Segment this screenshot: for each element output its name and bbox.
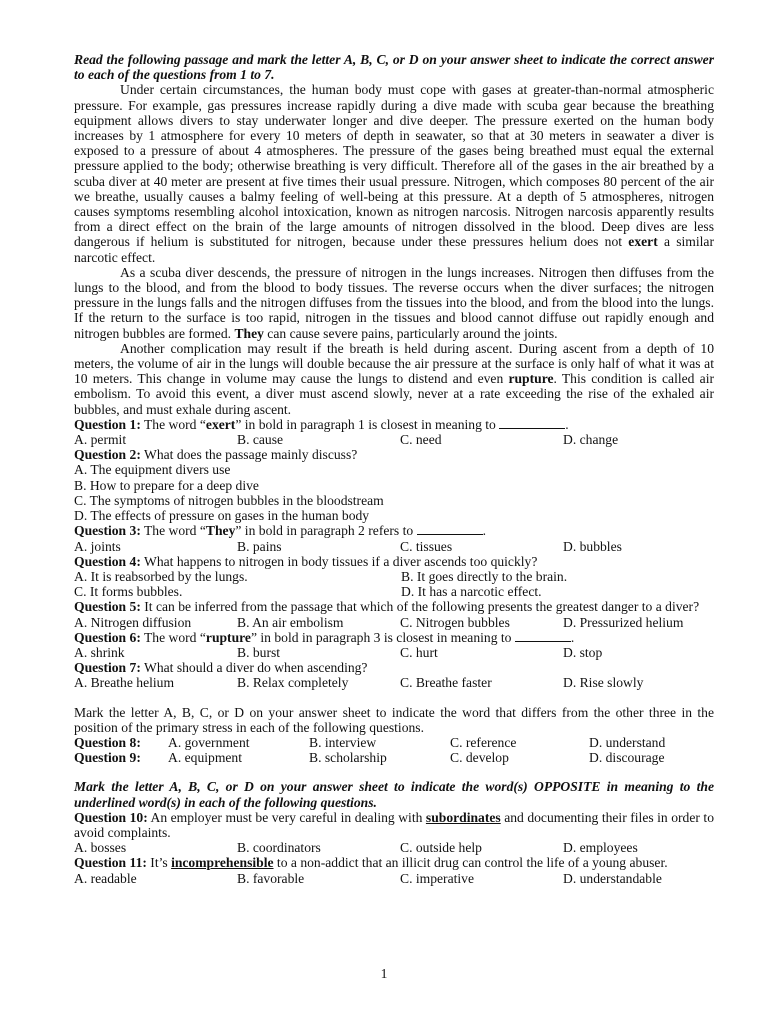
question-11: Question 11: It’s incomprehensible to a non-addict that an illicit drug can control the life of a young abuser. xyxy=(74,855,668,871)
option-c[interactable]: C. The symptoms of nitrogen bubbles in the bloodstream xyxy=(74,492,384,508)
question-6-options xyxy=(74,645,714,660)
option-c[interactable]: C. tissues xyxy=(400,538,453,554)
bold-word-rupture: rupture xyxy=(508,371,554,387)
option-b[interactable]: B. interview xyxy=(309,734,377,750)
option-b[interactable]: B. coordinators xyxy=(237,840,321,856)
question-3: Question 3: The word “They” in bold in paragraph 2 refers to . xyxy=(74,523,486,539)
answer-blank xyxy=(515,630,571,642)
question-10-options xyxy=(74,840,714,855)
option-a[interactable]: A. It is reabsorbed by the lungs. xyxy=(74,568,248,584)
question-11-options xyxy=(74,871,714,886)
option-c[interactable]: C. need xyxy=(400,432,442,448)
option-d[interactable]: D. Pressurized helium xyxy=(563,614,684,630)
passage-paragraph-1: Under certain circumstances, the human body must cope with gases at greater-than-normal atmospheric pressure. For example, gas pressures increase rapidly during a dive made with scuba gear because the breathing equipment allows divers to stay underwater longer and dive deeper. The pressure exerted on the human body increases by 1 atmosphere for every 10 meters of depth in seawater, so that at 30 meters in seawater a diver is exposed to a pressure of about 4 atmospheres. The pressure of the gases being breathed must equal the external pressure applied to the body; otherwise breathing is very difficult. Therefore all of the gases in the air breathed by a scuba diver at 40 meter are present at five times their usual pressure. Nitrogen, which composes 80 percent of the air we breathe, usually causes a balmy feeling of well-being at this pressure. At a depth of 5 atmospheres, nitrogen causes symptoms resembling alcohol intoxication, known as nitrogen narcosis. Nitrogen narcosis apparently results from a direct effect on the brain of the large amounts of nitrogen dissolved in the blood. Deep dives are less dangerous if helium is substituted for nitrogen, because under these pressures helium does not exert a similar narcotic effect. xyxy=(74,82,714,265)
question-2: Question 2: What does the passage mainly discuss? xyxy=(74,447,358,463)
option-a[interactable]: A. bosses xyxy=(74,840,127,856)
option-b[interactable]: B. cause xyxy=(237,432,284,448)
option-c[interactable]: C. imperative xyxy=(400,870,474,886)
option-d[interactable]: D. employees xyxy=(563,840,638,856)
question-6: Question 6: The word “rupture” in bold in paragraph 3 is closest in meaning to . xyxy=(74,629,575,645)
option-d[interactable]: D. The effects of pressure on gases in the human body xyxy=(74,508,370,524)
question-5-options xyxy=(74,615,714,630)
option-c[interactable]: C. Breathe faster xyxy=(400,675,492,691)
option-c[interactable]: C. develop xyxy=(450,750,509,766)
option-a[interactable]: A. readable xyxy=(74,870,137,886)
section3-instruction: Mark the letter A, B, C, or D on your answer sheet to indicate the word(s) OPPOSITE in meaning to the underlined word(s) in each of the following questions. xyxy=(74,779,714,810)
question-8: Question 8: A. government B. interview C. reference D. understand xyxy=(74,735,714,750)
question-4-options xyxy=(74,569,714,599)
underlined-word: subordinates xyxy=(425,809,501,825)
passage-paragraph-2: As a scuba diver descends, the pressure of nitrogen in the lungs increases. Nitrogen then diffuses from the lungs to the blood, and from the blood to body tissues. The reverse occurs when the diver surfaces; the nitrogen pressure in the lungs falls and the nitrogen diffuses from the tissues into the blood, and from the blood into the lungs. If the return to the surface is too rapid, nitrogen in the tissues and blood cannot diffuse out rapidly enough and nitrogen bubbles are formed. They can cause severe pains, particularly around the joints. xyxy=(74,264,714,341)
question-1: Question 1: The word “exert” in bold in paragraph 1 is closest in meaning to . xyxy=(74,416,569,432)
option-d[interactable]: D. understand xyxy=(589,734,666,750)
option-a[interactable]: A. equipment xyxy=(168,750,242,766)
question-7: Question 7: What should a diver do when ascending? xyxy=(74,660,368,676)
option-d[interactable]: D. Rise slowly xyxy=(563,675,644,691)
option-c[interactable]: C. reference xyxy=(450,734,517,750)
answer-blank xyxy=(417,523,483,535)
worksheet-page xyxy=(74,52,714,886)
question-2-options xyxy=(74,462,714,523)
option-c[interactable]: C. hurt xyxy=(400,644,438,660)
option-b[interactable]: B. pains xyxy=(237,538,282,554)
question-7-options xyxy=(74,675,714,690)
option-d[interactable]: D. stop xyxy=(563,644,603,660)
option-b[interactable]: B. favorable xyxy=(237,870,305,886)
option-d[interactable]: D. bubbles xyxy=(563,538,622,554)
section1-instruction: Read the following passage and mark the letter A, B, C, or D on your answer sheet to indicate the correct answer to each of the questions from 1 to 7. xyxy=(74,52,714,83)
option-b[interactable]: B. How to prepare for a deep dive xyxy=(74,477,259,493)
option-a[interactable]: A. government xyxy=(168,734,250,750)
option-d[interactable]: D. change xyxy=(563,432,619,448)
option-b[interactable]: B. burst xyxy=(237,644,281,660)
option-d[interactable]: D. understandable xyxy=(563,870,662,886)
option-a[interactable]: A. Nitrogen diffusion xyxy=(74,614,192,630)
answer-blank xyxy=(499,417,565,429)
underlined-word: incomprehensible xyxy=(171,855,274,871)
option-b[interactable]: B. Relax completely xyxy=(237,675,349,691)
option-a[interactable]: A. permit xyxy=(74,432,127,448)
question-4: Question 4: What happens to nitrogen in body tissues if a diver ascends too quickly? xyxy=(74,553,538,569)
option-a[interactable]: A. Breathe helium xyxy=(74,675,175,691)
option-a[interactable]: A. shrink xyxy=(74,644,125,660)
question-10: Question 10: An employer must be very careful in dealing with subordinates and documenting their files in order to avoid complaints. xyxy=(74,809,714,840)
question-5: Question 5: It can be inferred from the passage that which of the following presents the greatest danger to a diver? xyxy=(74,599,700,615)
passage-paragraph-3: Another complication may result if the breath is held during ascent. During ascent from a depth of 10 meters, the volume of air in the lungs will double because the air pressure at the surface is only half of what it was at 10 meters. This change in volume may cause the lungs to distend and even rupture. This condition is called air embolism. To avoid this event, a diver must ascend slowly, never at a rate exceeding the rise of the exhaled air bubbles, and must exhale during ascent. xyxy=(74,340,714,417)
bold-word-they: They xyxy=(234,325,264,341)
option-d[interactable]: D. It has a narcotic effect. xyxy=(401,584,542,600)
page-number: 1 xyxy=(380,966,388,981)
option-a[interactable]: A. The equipment divers use xyxy=(74,462,231,478)
option-c[interactable]: C. outside help xyxy=(400,840,482,856)
question-3-options xyxy=(74,539,714,554)
option-b[interactable]: B. It goes directly to the brain. xyxy=(401,568,568,584)
option-d[interactable]: D. discourage xyxy=(589,750,665,766)
option-c[interactable]: C. Nitrogen bubbles xyxy=(400,614,510,630)
option-a[interactable]: A. joints xyxy=(74,538,121,554)
question-1-options xyxy=(74,432,714,447)
bold-word-exert: exert xyxy=(628,234,658,250)
option-b[interactable]: B. An air embolism xyxy=(237,614,344,630)
question-9: Question 9: A. equipment B. scholarship C. develop D. discourage xyxy=(74,750,714,765)
option-c[interactable]: C. It forms bubbles. xyxy=(74,584,183,600)
option-b[interactable]: B. scholarship xyxy=(309,750,387,766)
section2-instruction: Mark the letter A, B, C, or D on your answer sheet to indicate the word that differs from the other three in the position of the primary stress in each of the following questions. xyxy=(74,704,714,735)
